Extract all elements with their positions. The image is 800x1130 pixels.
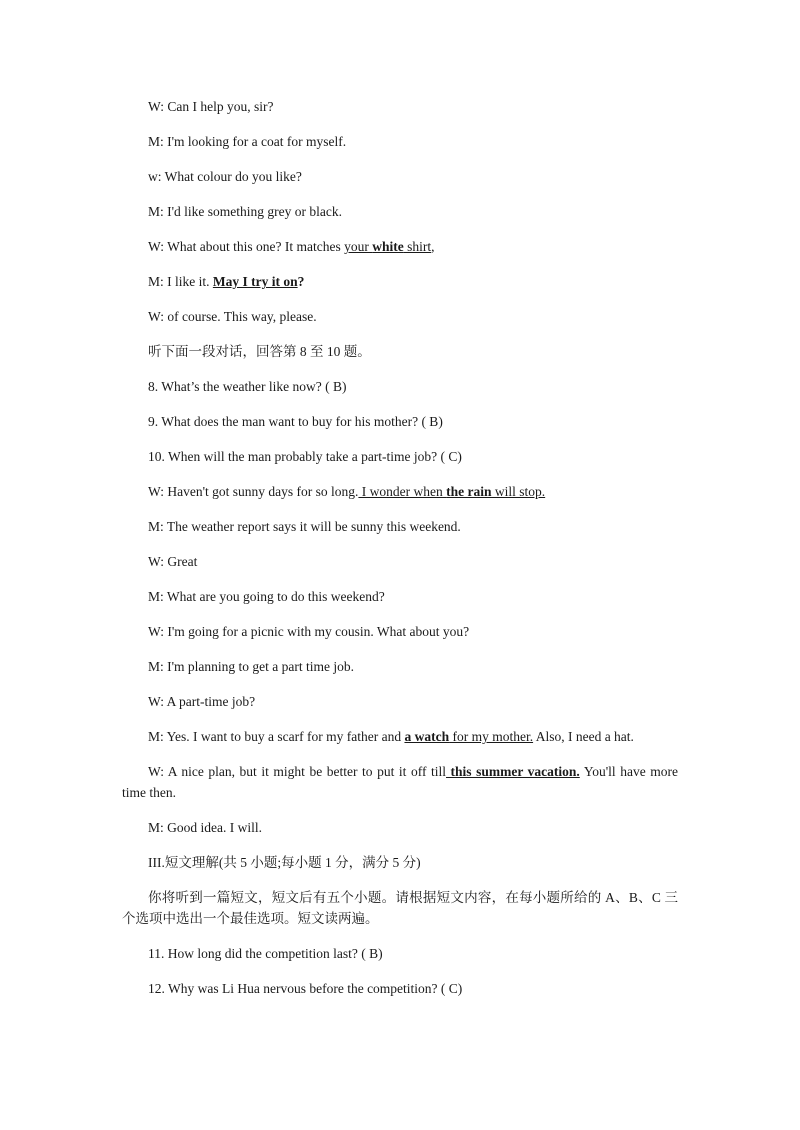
dialog2-line-7: W: A part-time job? bbox=[148, 694, 256, 709]
dialog1-line-1: W: Can I help you, sir? bbox=[148, 99, 274, 114]
dialog2-line-9: W: A nice plan, but it might be better to put it off till this summer vacation. You'll have more time then. bbox=[122, 764, 678, 800]
section3-title: III.短文理解(共 5 小题;每小题 1 分，满分 5 分) bbox=[148, 855, 421, 870]
section3-instructions: 你将听到一篇短文，短文后有五个小题。请根据短文内容，在每小题所给的 A、B、C 三个选项中选出一个最佳选项。短文读两遍。 bbox=[122, 890, 678, 926]
answer-blank: your white shirt bbox=[344, 239, 432, 254]
section2-intro: 听下面一段对话，回答第 8 至 10 题。 bbox=[148, 344, 371, 359]
dialog1-line-4: M: I'd like something grey or black. bbox=[148, 204, 343, 219]
dialog2-line-1: W: Haven't got sunny days for so long. I wonder when the rain will stop. bbox=[148, 484, 546, 499]
dialog1-line-5: W: What about this one? It matches your white shirt, bbox=[148, 239, 435, 254]
question-8: 8. What’s the weather like now? ( B) bbox=[148, 379, 347, 394]
dialog2-line-6: M: I'm planning to get a part time job. bbox=[148, 659, 355, 674]
question-12: 12. Why was Li Hua nervous before the competition? ( C) bbox=[148, 981, 463, 996]
dialog1-line-7: W: of course. This way, please. bbox=[148, 309, 317, 324]
dialog2-line-2: M: The weather report says it will be sunny this weekend. bbox=[148, 519, 461, 534]
dialog2-line-3: W: Great bbox=[148, 554, 198, 569]
question-10: 10. When will the man probably take a part-time job? ( C) bbox=[148, 449, 462, 464]
question-9: 9. What does the man want to buy for his mother? ( B) bbox=[148, 414, 443, 429]
dialog1-line-3: w: What colour do you like? bbox=[148, 169, 302, 184]
dialog2-line-10: M: Good idea. I will. bbox=[148, 820, 262, 835]
answer-blank: a watch for my mother. bbox=[404, 729, 534, 744]
answer-blank: I wonder when the rain will stop. bbox=[358, 484, 546, 499]
dialog2-line-4: M: What are you going to do this weekend? bbox=[148, 589, 385, 604]
answer-blank: May I try it on bbox=[212, 274, 298, 289]
question-11: 11. How long did the competition last? ( B) bbox=[148, 946, 383, 961]
dialog1-line-6: M: I like it. May I try it on? bbox=[148, 274, 305, 289]
dialog2-line-5: W: I'm going for a picnic with my cousin. What about you? bbox=[148, 624, 470, 639]
dialog2-line-8: M: Yes. I want to buy a scarf for my father and a watch for my mother. Also, I need a hat. bbox=[148, 729, 634, 744]
answer-blank: this summer vacation. bbox=[446, 764, 580, 779]
dialog1-line-2: M: I'm looking for a coat for myself. bbox=[148, 134, 347, 149]
